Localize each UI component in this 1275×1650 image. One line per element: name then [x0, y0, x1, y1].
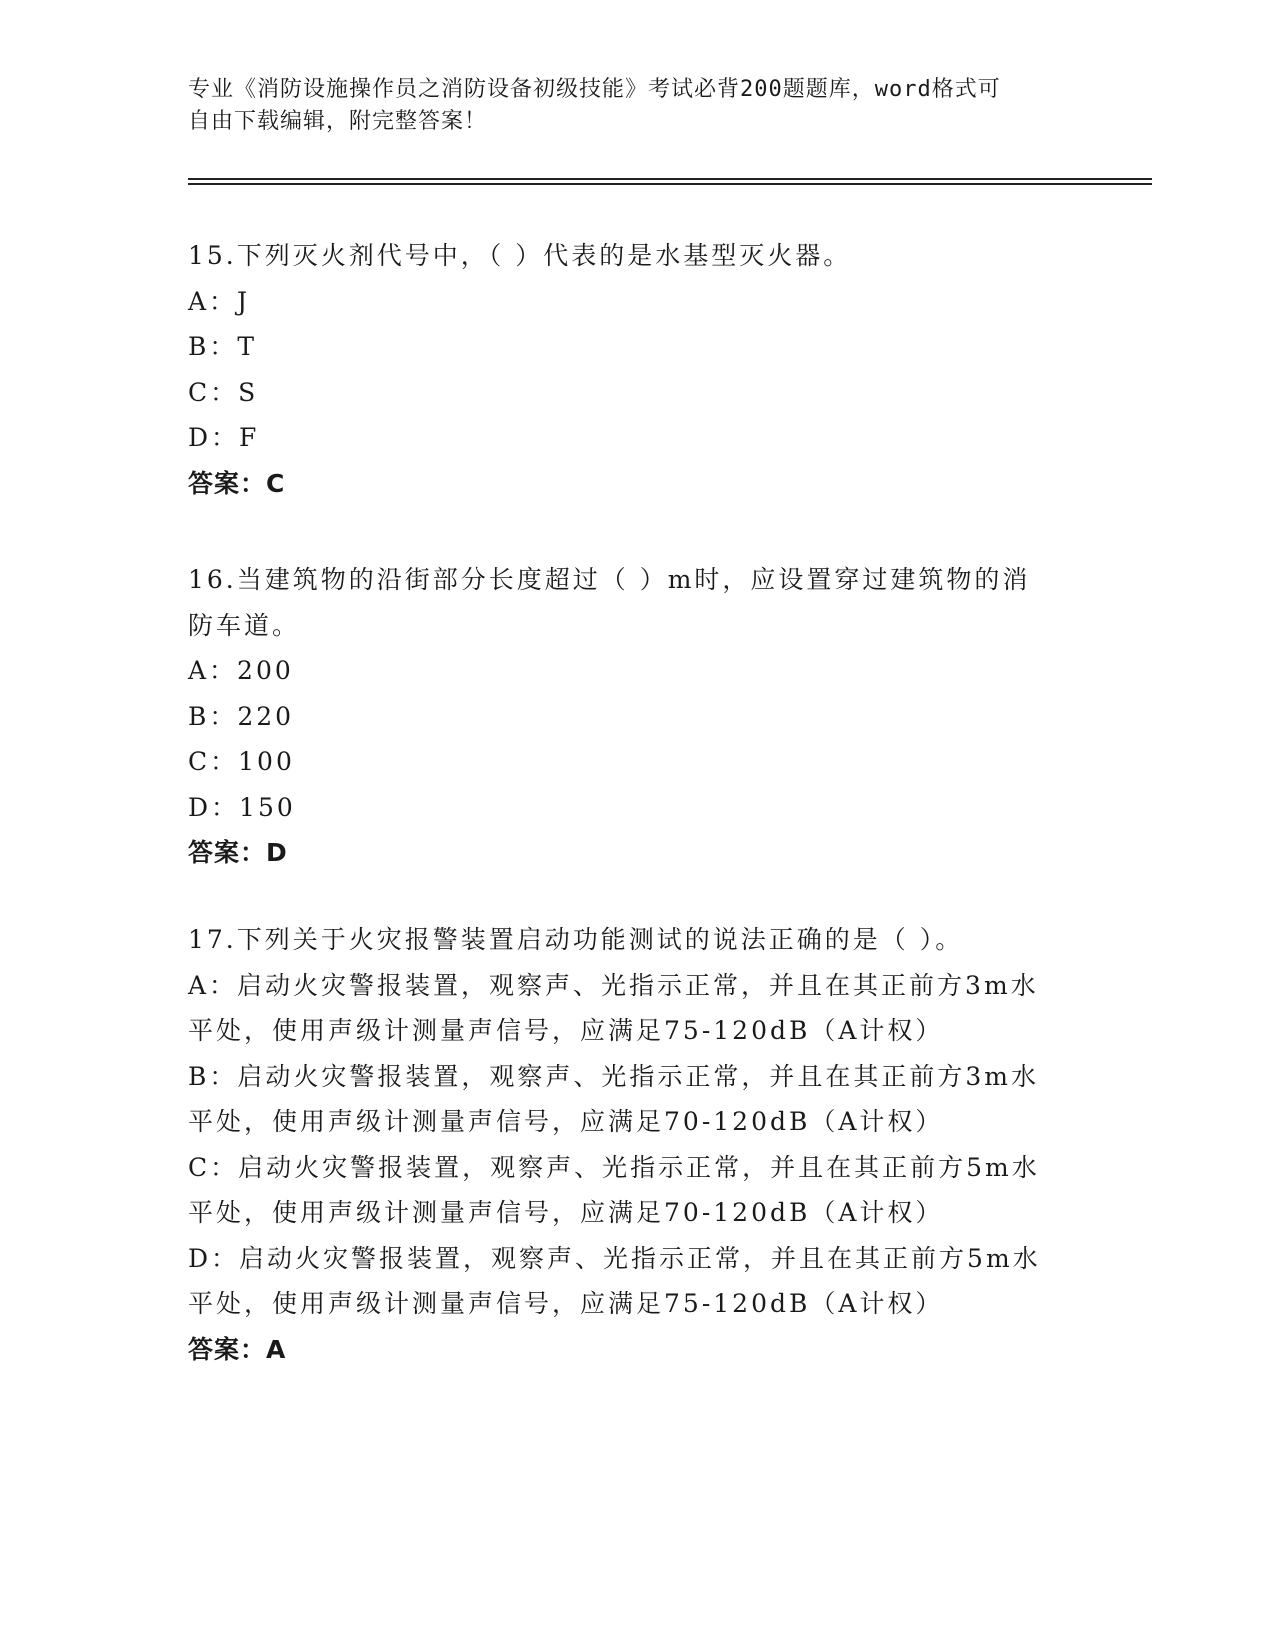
question-stem-line-2: 防车道。	[188, 610, 301, 640]
option-a: A：200	[188, 656, 294, 685]
option-a: A：J	[188, 286, 251, 316]
option-c: C：100	[188, 747, 295, 776]
option-b: B：T	[188, 332, 258, 361]
answer-label: 答案：C	[188, 468, 286, 498]
question-17	[188, 917, 1068, 1372]
option-a-line-1: A：启动火灾警报装置，观察声、光指示正常，并且在其正前方3m水	[188, 970, 1039, 1000]
option-c: C：S	[188, 377, 259, 407]
option-d-line-2: 平处，使用声级计测量声信号，应满足75-120dB（A计权）	[188, 1289, 944, 1318]
question-15	[188, 233, 1068, 506]
question-16	[188, 557, 1068, 876]
option-b-line-2: 平处，使用声级计测量声信号，应满足70-120dB（A计权）	[188, 1107, 944, 1136]
option-d: D：F	[188, 423, 260, 452]
question-stem-line-1: 16.当建筑物的沿街部分长度超过（ ）m时，应设置穿过建筑物的消	[188, 565, 1031, 594]
option-d-line-1: D：启动火灾警报装置，观察声、光指示正常，并且在其正前方5m水	[188, 1243, 1041, 1273]
question-stem: 17.下列关于火灾报警装置启动功能测试的说法正确的是（ ）。	[188, 925, 964, 954]
option-d: D：150	[188, 792, 296, 822]
answer-label: 答案：A	[188, 1334, 287, 1364]
header-text-line-1: 专业《消防设施操作员之消防设备初级技能》考试必背200题题库，word格式可	[188, 77, 1001, 102]
header-text-line-2: 自由下载编辑，附完整答案！	[188, 109, 488, 134]
question-stem: 15.下列灭火剂代号中，（ ）代表的是水基型灭火器。	[188, 241, 852, 270]
option-a-line-2: 平处，使用声级计测量声信号，应满足75-120dB（A计权）	[188, 1016, 944, 1045]
header-divider-top	[188, 178, 1152, 180]
header-divider-bottom	[188, 183, 1152, 185]
option-c-line-2: 平处，使用声级计测量声信号，应满足70-120dB（A计权）	[188, 1198, 944, 1227]
option-c-line-1: C：启动火灾警报装置，观察声、光指示正常，并且在其正前方5m水	[188, 1152, 1040, 1182]
option-b-line-1: B：启动火灾警报装置，观察声、光指示正常，并且在其正前方3m水	[188, 1061, 1039, 1091]
answer-label: 答案：D	[188, 838, 288, 867]
option-b: B：220	[188, 701, 295, 731]
document-header	[188, 74, 1068, 138]
